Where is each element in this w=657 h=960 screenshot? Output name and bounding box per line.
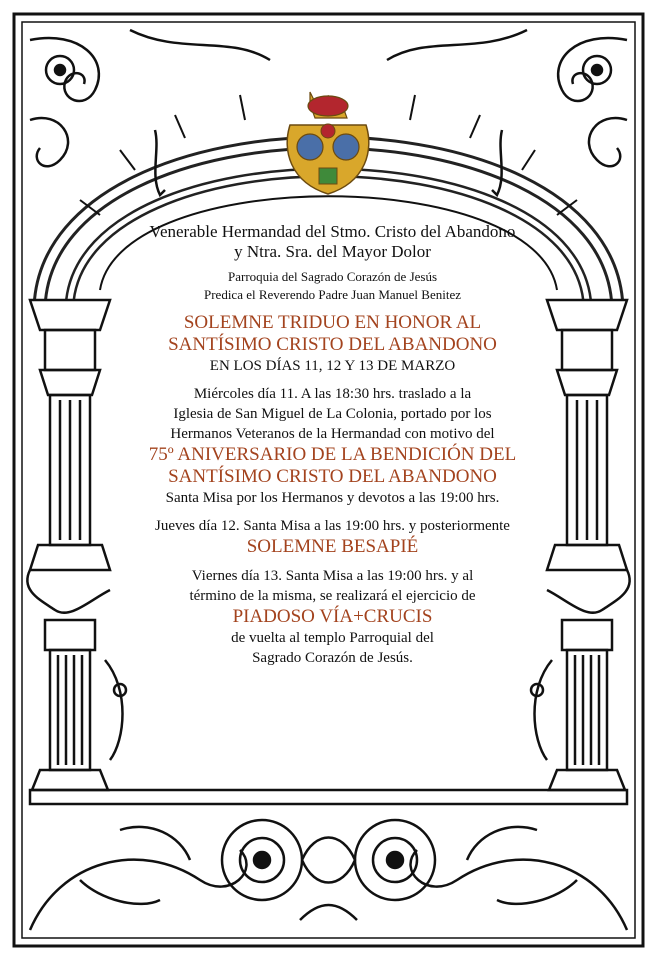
friday-line2: término de la misma, se realizará el ejercicio de bbox=[189, 588, 476, 604]
friday-line4: Sagrado Corazón de Jesús. bbox=[252, 650, 413, 666]
wednesday-line2: Iglesia de San Miguel de La Colonia, portado por los bbox=[173, 406, 492, 422]
triduum-title-line2: SANTÍSIMO CRISTO DEL ABANDONO bbox=[168, 334, 497, 355]
invitation-text bbox=[110, 222, 555, 668]
triduum-dates: EN LOS DÍAS 11, 12 Y 13 DE MARZO bbox=[209, 358, 456, 374]
friday-line3: de vuelta al templo Parroquial del bbox=[231, 630, 434, 646]
wednesday-line1: Miércoles día 11. A las 18:30 hrs. traslado a la bbox=[193, 386, 472, 402]
besapie-highlight: SOLEMNE BESAPIÉ bbox=[246, 536, 419, 557]
brotherhood-crest-icon bbox=[287, 92, 369, 194]
wednesday-mass: Santa Misa por los Hermanos y devotos a las 19:00 hrs. bbox=[165, 490, 500, 506]
parish-name: Parroquia del Sagrado Corazón de Jesús bbox=[227, 269, 438, 284]
anniversary-highlight-line1: 75º ANIVERSARIO DE LA BENDICIÓN DEL bbox=[148, 444, 517, 465]
friday-line1: Viernes día 13. Santa Misa a las 19:00 hrs. y al bbox=[191, 568, 474, 584]
viacrucis-highlight: PIADOSO VÍA+CRUCIS bbox=[232, 606, 433, 627]
triduum-title-line1: SOLEMNE TRIDUO EN HONOR AL bbox=[183, 312, 482, 333]
anniversary-highlight-line2: SANTÍSIMO CRISTO DEL ABANDONO bbox=[168, 466, 497, 487]
preacher-line: Predica el Reverendo Padre Juan Manuel Benitez bbox=[203, 287, 462, 302]
brotherhood-name-line2: y Ntra. Sra. del Mayor Dolor bbox=[234, 242, 431, 261]
brotherhood-name-line1: Venerable Hermandad del Stmo. Cristo del Abandono bbox=[149, 222, 516, 241]
wednesday-line3: Hermanos Veteranos de la Hermandad con motivo del bbox=[170, 426, 495, 442]
thursday-line1: Jueves día 12. Santa Misa a las 19:00 hrs. y posteriormente bbox=[155, 518, 510, 534]
